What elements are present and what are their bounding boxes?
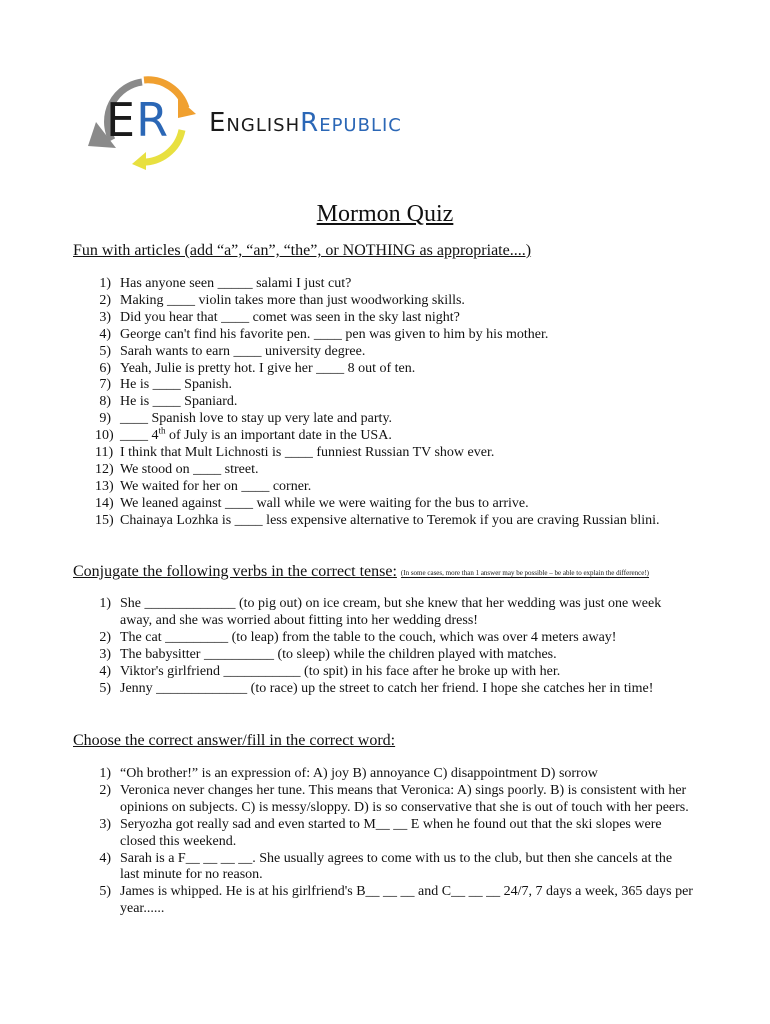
question-item [73,377,693,394]
question-text: Sarah wants to earn ____ university degree. [120,343,366,359]
english-republic-logo [82,70,442,170]
question-text: I think that Mult Lichnosti is ____ funniest Russian TV show ever. [120,445,495,461]
question-text: Making ____ violin takes more than just woodworking skills. [120,292,465,308]
question-number: 2) [99,629,111,645]
question-item [73,596,693,630]
logo-wordmark: EnglishRepublic [209,108,402,138]
question-item [73,394,693,411]
page-title: Mormon Quiz [316,201,454,227]
question-text: “Oh brother!” is an expression of: A) joy B) annoyance C) disappointment D) sorrow [120,766,598,781]
question-number: 1) [99,596,111,611]
question-number: 4) [99,326,111,342]
question-text: She _____________ (to pig out) on ice cream, but she knew that her wedding was just one week away, and she was worried about fitting into her wedding dress! [120,596,662,628]
section-choice-heading: Choose the correct answer/fill in the correct word: [73,732,396,749]
question-item [73,276,693,293]
question-item [73,310,693,327]
question-text: We leaned against ____ wall while we were waiting for the bus to arrive. [120,495,529,511]
question-text-sup: th [158,425,166,436]
question-number: 1) [99,766,111,781]
choice-question-list [73,766,693,918]
question-text: Yeah, Julie is pretty hot. I give her ____ 8 out of ten. [120,360,416,376]
question-number: 14) [95,495,114,511]
question-text: We waited for her on ____ corner. [120,478,312,494]
question-item [73,361,693,378]
question-text: ____ Spanish love to stay up very late and party. [120,411,393,427]
question-number: 12) [95,461,114,477]
question-number: 1) [99,276,111,291]
question-number: 6) [99,360,111,376]
question-item [73,851,693,885]
question-number: 10) [95,428,114,444]
question-item [73,293,693,310]
question-number: 11) [95,445,114,461]
question-item [73,766,693,783]
question-number: 3) [99,646,111,662]
question-item [73,496,693,513]
question-item [73,327,693,344]
question-item [73,647,693,664]
question-number: 4) [99,663,111,679]
question-item [73,462,693,479]
question-item [73,513,693,530]
question-number: 15) [95,512,114,528]
question-number: 5) [99,343,111,359]
question-text: Did you hear that ____ comet was seen in the sky last night? [120,309,460,325]
question-item [73,479,693,496]
question-text: Viktor's girlfriend ___________ (to spit) in his face after he broke up with her. [120,663,561,679]
question-text-post: of July is an important date in the USA. [165,428,392,444]
question-number: 2) [99,782,111,798]
question-text-pre: ____ 4 [120,428,159,444]
question-text: He is ____ Spanish. [120,377,232,393]
question-number: 5) [99,680,111,696]
question-number: 3) [99,309,111,325]
question-item [73,630,693,647]
question-item [73,783,693,817]
question-item [73,344,693,361]
question-text: The babysitter __________ (to sleep) while the children played with matches. [120,646,557,662]
question-text: He is ____ Spaniard. [120,394,238,410]
question-item [73,445,693,462]
question-number: 9) [99,411,111,427]
question-number: 3) [99,816,111,832]
question-number: 5) [99,884,111,900]
question-text: The cat _________ (to leap) from the table to the couch, which was over 4 meters away! [120,629,617,645]
articles-question-list [73,276,693,530]
question-text: Sarah is a F__ __ __ __. She usually agrees to come with us to the club, but then she cancels at the last minute for no reason. [120,850,673,883]
question-text: We stood on ____ street. [120,461,259,477]
heading-note: (In some cases, more than 1 answer may be possible – be able to explain the difference!) [400,569,650,577]
question-text: Veronica never changes her tune. This means that Veronica: A) sings poorly. B) is consistent with her opinions on subjects. C) is messy/sloppy. D) is so conservative that she is out of touch with her peers. [120,782,689,815]
question-text: George can't find his favorite pen. ____ pen was given to him by his mother. [120,326,549,342]
question-item [73,884,693,918]
question-number: 8) [99,394,111,410]
question-item [73,425,693,445]
question-text: Has anyone seen _____ salami I just cut? [120,276,352,291]
logo-letters: ER [106,93,170,147]
question-item [73,817,693,851]
question-text: Jenny _____________ (to race) up the street to catch her friend. I hope she catches her in time! [120,680,654,696]
question-number: 2) [99,292,111,308]
section-verbs-heading: Conjugate the following verbs in the correct tense: (In some cases, more than 1 answer may be possible – be able to explain the difference!) [73,563,650,580]
question-text: Chainaya Lozhka is ____ less expensive alternative to Teremok if you are craving Russian blini. [120,512,660,528]
verbs-question-list [73,596,693,697]
question-number: 7) [99,377,111,393]
question-item [73,411,693,428]
question-item [73,664,693,681]
question-item [73,681,693,698]
question-text: Seryozha got really sad and even started to M__ __ E when he found out that the ski slopes were closed this weekend. [120,816,662,849]
question-number: 4) [99,850,111,866]
question-text: James is whipped. He is at his girlfriend's B__ __ __ and C__ __ __ 24/7, 7 days a week, 365 days per year...... [120,884,693,917]
question-number: 13) [95,478,114,494]
section-articles-heading: Fun with articles (add “a”, “an”, “the”, or NOTHING as appropriate....) [73,242,532,259]
